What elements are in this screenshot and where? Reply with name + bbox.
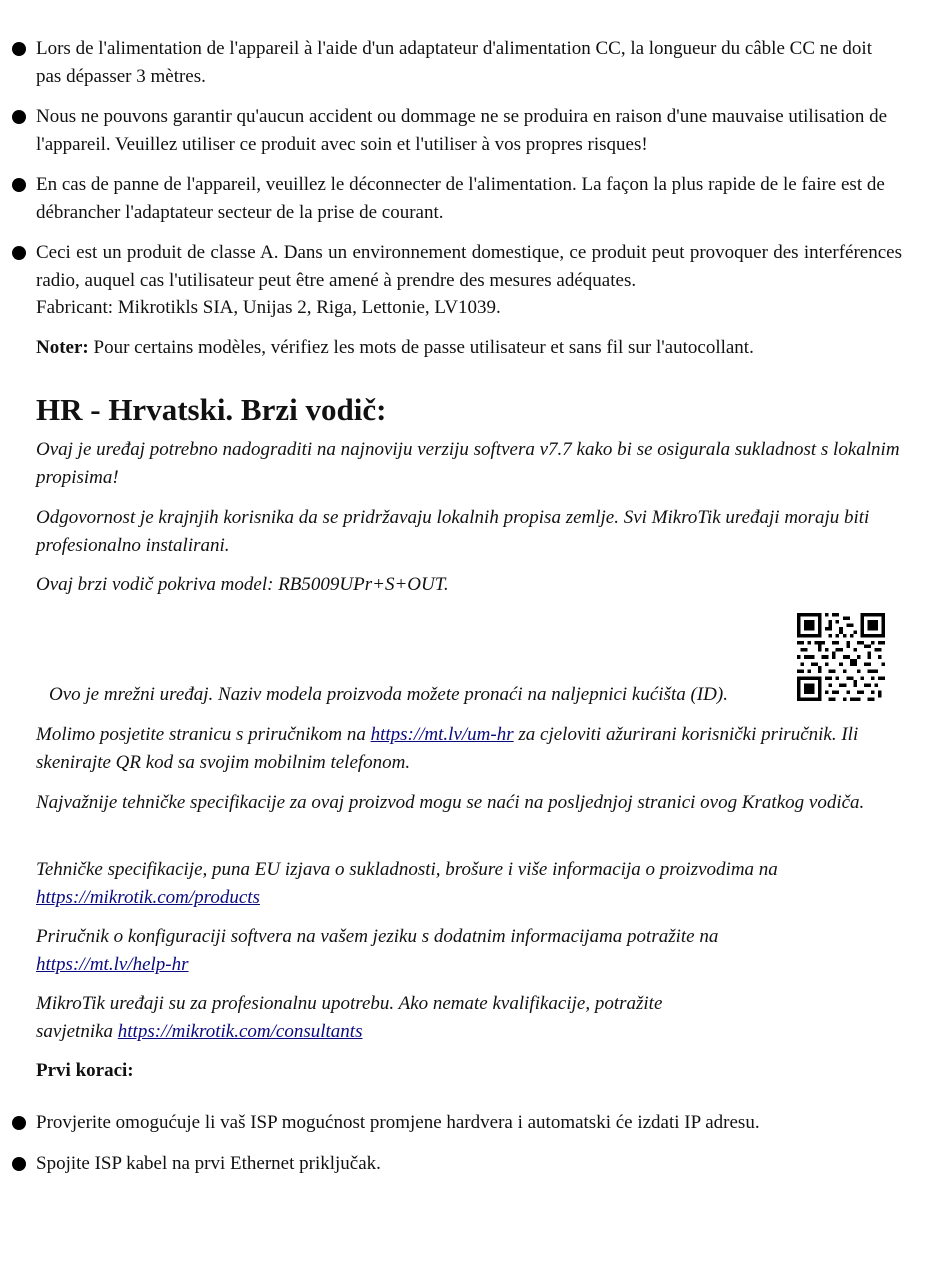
hr-model: Ovaj brzi vodič pokriva model: RB5009UPr+S+OUT. [36,574,449,595]
hr-first-steps-label [36,1057,902,1085]
hr-help-text: Priručnik o konfiguraciji softvera na vašem jeziku s dodatnim informacijama potražite na [36,926,719,947]
hr-consultants [36,990,736,1045]
products-link[interactable]: https://mikrotik.com/products [36,886,260,908]
hr-update-notice: Ovaj je uređaj potrebno nadograditi na najnoviju verziju softvera v7.7 kako bi se osigurala sukladnost s lokalnim propisima! [36,439,900,488]
hr-step-isp: Provjerite omogućuje li vaš ISP mogućnost promjene hardvera i automatski će izdati IP adresu. [36,1109,902,1137]
hr-specs: Najvažnije tehničke specifikacije za ovaj proizvod mogu se naći na posljednjoj stranici ovog Kratkog vodiča. [36,792,865,813]
hr-network-device: Ovo je mrežni uređaj. Naziv modela proizvoda možete pronaći na naljepnici kućišta (ID). [49,684,728,705]
fr-bullet-failure: En cas de panne de l'appareil, veuillez le déconnecter de l'alimentation. La façon la plus rapide de le faire est de débrancher l'adaptateur secteur de la prise de courant. [36,171,902,226]
fr-bullet-class-a: Ceci est un produit de classe A. Dans un environnement domestique, ce produit peut provoquer des interférences radio, auquel cas l'utilisateur peut être amené à prendre des mesures adéquates. [36,239,902,294]
hr-help [36,923,776,978]
fr-bullet-no-guarantee: Nous ne pouvons garantir qu'aucun accident ou dommage ne se produira en raison d'une mauvaise utilisation de l'appareil. Veuillez utiliser ce produit avec soin et l'utiliser à vos propres risques! [36,103,902,158]
fr-note-label: Noter: [36,337,89,358]
hr-products [36,856,826,911]
help-link[interactable]: https://mt.lv/help-hr [36,953,189,975]
first-steps-label: Prvi koraci: [36,1060,134,1081]
fr-note [36,334,902,362]
hr-manual-text-after: za cjeloviti ažurirani korisnički priručnik. Ili skenirajte QR kod sa svojim mobilnim telefonom. [36,724,859,773]
fr-note-text: Pour certains modèles, vérifiez les mots de passe utilisateur et sans fil sur l'autocollant. [88,337,754,358]
manual-link[interactable]: https://mt.lv/um-hr [370,724,514,745]
hr-manual-text: Molimo posjetite stranicu s priručnikom na [36,724,371,745]
hr-consultants-text: MikroTik uređaji su za profesionalnu upotrebu. Ako nemate kvalifikacije, potražite savjetnika [36,993,663,1042]
hr-step-ethernet: Spojite ISP kabel na prvi Ethernet priključak. [36,1150,902,1178]
qr-code-icon [797,613,885,701]
fr-manufacturer: Fabricant: Mikrotikls SIA, Unijas 2, Riga, Lettonie, LV1039. [36,297,501,318]
hr-responsibility: Odgovornost je krajnjih korisnika da se pridržavaju lokalnih propisa zemlje. Svi MikroTik uređaji moraju biti profesionalno instalirani. [36,507,870,556]
hr-heading: HR - Hrvatski. Brzi vodič: [36,392,387,427]
hr-manual [36,721,902,776]
hr-products-text: Tehničke specifikacije, puna EU izjava o sukladnosti, brošure i više informacija o proizvodima na [36,859,778,880]
fr-bullet-dc-cable: Lors de l'alimentation de l'appareil à l'aide d'un adaptateur d'alimentation CC, la longueur du câble CC ne doit pas dépasser 3 mètres. [36,35,902,90]
consultants-link[interactable]: https://mikrotik.com/consultants [117,1020,363,1042]
